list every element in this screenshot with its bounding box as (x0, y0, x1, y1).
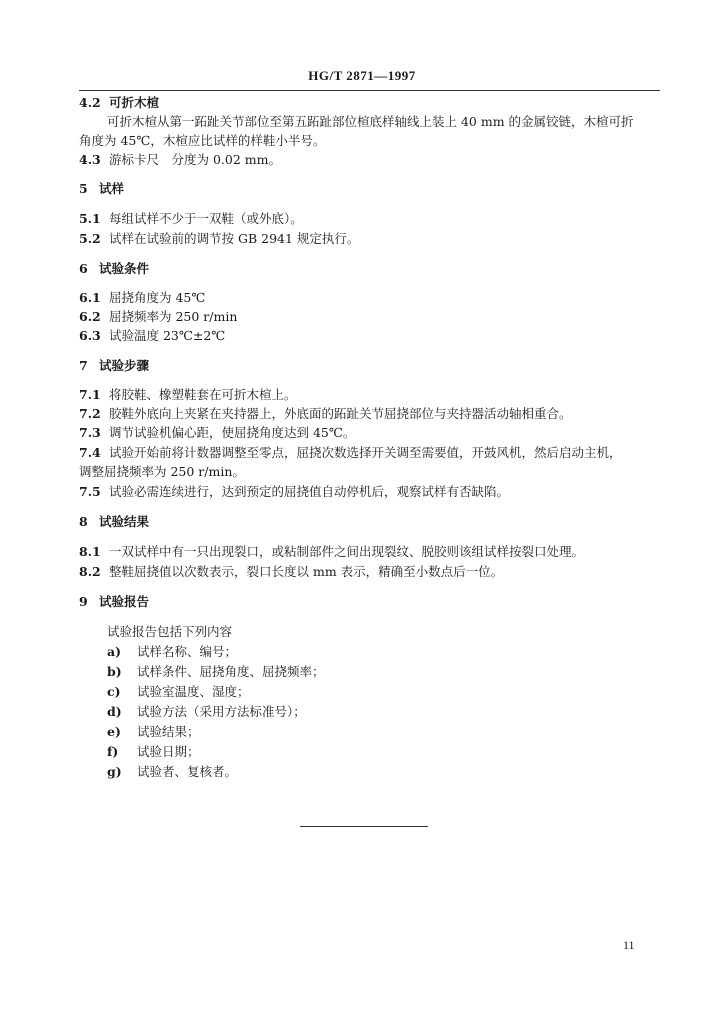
clause-number: 6.1 (79, 290, 101, 305)
clause-number: 6.3 (79, 328, 101, 343)
report-intro: 试验报告包括下列内容 (107, 624, 233, 639)
list-text: 试验结果； (137, 724, 200, 739)
section-5-heading (79, 180, 124, 198)
clause-text: 将胶鞋、橡塑鞋套在可折木楦上。 (109, 387, 297, 402)
list-label: a) (107, 644, 122, 659)
clause-6-1 (79, 289, 205, 307)
clause-text: 调节试验机偏心距，使屈挠角度达到 45℃。 (109, 425, 356, 440)
clause-4-3 (79, 151, 281, 169)
list-label: e) (107, 724, 121, 739)
clause-number: 4.3 (79, 152, 101, 167)
clause-text: 屈挠频率为 250 r/min (109, 309, 238, 324)
list-label: c) (107, 684, 121, 699)
clause-number: 6.2 (79, 309, 101, 324)
section-number: 7 (79, 358, 88, 373)
clause-7-4 (79, 444, 622, 462)
section-title: 试验条件 (99, 261, 150, 276)
list-text: 试验日期； (137, 744, 200, 759)
clause-text: 整鞋屈挠值以次数表示，裂口长度以 mm 表示，精确至小数点后一位。 (109, 564, 504, 579)
clause-7-3 (79, 424, 355, 442)
clause-number: 7.1 (79, 387, 101, 402)
clause-number: 8.2 (79, 564, 101, 579)
clause-4-2-text-1: 可折木楦从第一跖趾关节部位至第五跖趾部位楦底样轴线上装上 40 mm 的金属铰链，木楦可折 (107, 114, 634, 129)
section-title: 试样 (99, 181, 125, 196)
section-number: 5 (79, 181, 88, 196)
clause-number: 7.4 (79, 445, 101, 460)
list-label: b) (107, 664, 122, 679)
clause-text: 一双试样中有一只出现裂口，或粘制部件之间出现裂纹、脱胶则该组试样按裂口处理。 (109, 544, 585, 559)
clause-7-4-text-2: 调整屈挠频率为 250 r/min。 (79, 464, 245, 479)
end-rule (300, 826, 428, 827)
clause-text: 试样在试验前的调节按 GB 2941 规定执行。 (109, 231, 360, 246)
section-9-heading (79, 593, 149, 611)
report-item-b (107, 663, 325, 681)
clause-4-2-heading (79, 94, 159, 112)
list-label: f) (107, 744, 119, 759)
page-number: 11 (623, 938, 635, 952)
section-title: 试验报告 (99, 594, 150, 609)
clause-6-3 (79, 327, 225, 345)
section-7-heading (79, 357, 149, 375)
list-text: 试验者、复核者。 (137, 764, 238, 779)
list-label: g) (107, 764, 122, 779)
clause-number: 5.2 (79, 231, 101, 246)
section-title: 试验结果 (99, 514, 150, 529)
clause-6-2 (79, 308, 237, 326)
report-item-f (107, 743, 200, 761)
list-text: 试样条件、屈挠角度、屈挠频率； (137, 664, 325, 679)
clause-5-1 (79, 210, 303, 228)
header-rule (79, 90, 660, 91)
clause-4-2-text-2: 角度为 45℃，木楦应比试样的样鞋小半号。 (79, 133, 326, 148)
list-text: 试验方法（采用方法标准号）； (137, 704, 306, 719)
clause-text: 胶鞋外底向上夹紧在夹持器上，外底面的跖趾关节屈挠部位与夹持器活动轴相重合。 (109, 406, 572, 421)
clause-number: 5.1 (79, 211, 101, 226)
clause-number: 7.5 (79, 484, 101, 499)
report-item-a (107, 643, 237, 661)
clause-8-1 (79, 543, 584, 561)
clause-7-2 (79, 405, 572, 423)
report-item-g (107, 763, 237, 781)
clause-text: 每组试样不少于一双鞋（或外底）。 (109, 211, 303, 226)
clause-title: 可折木楦 (109, 95, 160, 110)
page-header: HG/T 2871—1997 (308, 68, 416, 83)
clause-7-5 (79, 483, 509, 501)
clause-5-2 (79, 230, 359, 248)
clause-text: 试验温度 23℃±2℃ (109, 328, 226, 343)
section-8-heading (79, 513, 149, 531)
report-item-c (107, 683, 250, 701)
section-6-heading (79, 260, 149, 278)
clause-number: 7.2 (79, 406, 101, 421)
clause-text: 试验必需连续进行，达到预定的屈挠值自动停机后，观察试样有否缺陷。 (109, 484, 510, 499)
clause-7-1 (79, 386, 297, 404)
clause-number: 8.1 (79, 544, 101, 559)
list-text: 试样名称、编号； (137, 644, 238, 659)
clause-number: 4.2 (79, 95, 101, 110)
list-label: d) (107, 704, 122, 719)
section-number: 8 (79, 514, 88, 529)
report-item-e (107, 723, 200, 741)
report-item-d (107, 703, 306, 721)
section-number: 9 (79, 594, 88, 609)
clause-text: 游标卡尺 分度为 0.02 mm。 (109, 152, 281, 167)
section-title: 试验步骤 (99, 358, 150, 373)
clause-text: 屈挠角度为 45℃ (109, 290, 206, 305)
list-text: 试验室温度、湿度； (137, 684, 250, 699)
clause-number: 7.3 (79, 425, 101, 440)
section-number: 6 (79, 261, 88, 276)
clause-8-2 (79, 563, 503, 581)
clause-text: 试验开始前将计数器调整至零点，屈挠次数选择开关调至需要值，开鼓风机，然后启动主机， (109, 445, 622, 460)
